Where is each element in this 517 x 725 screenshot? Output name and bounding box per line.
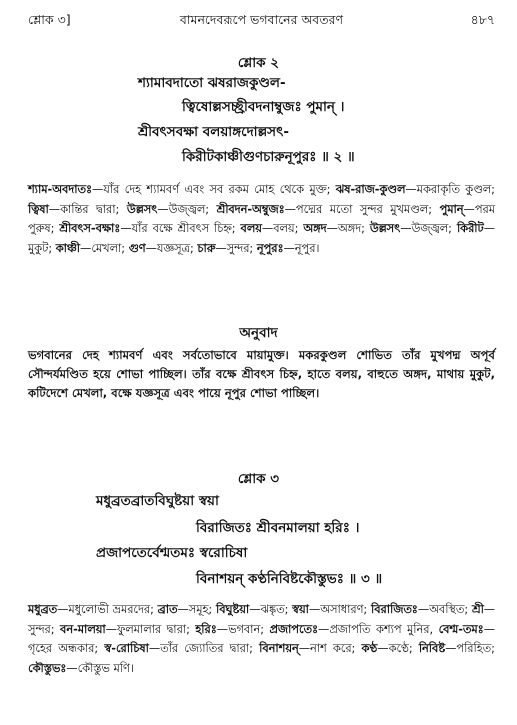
synonym-meaning: —মেখলা; xyxy=(80,241,129,255)
synonym-meaning: —যাঁর দেহ শ্যামবর্ণ এবং সব রকম মোহ থেকে মুক্ত; xyxy=(91,183,336,196)
synonym-meaning: —বলয়; xyxy=(261,222,304,235)
synonym-word: প্রজাপতেঃ xyxy=(269,622,319,636)
synonym-word: পুমান্ xyxy=(439,202,464,216)
synonym-meaning: —সুন্দর; xyxy=(28,603,495,636)
synonym-word: গুণ xyxy=(128,241,146,255)
verse1-line: ত্বিষোল্লসচ্ছ্রীবদনাম্বুজঃ পুমান্ । xyxy=(182,99,345,115)
synonym-word: বিরাজিতঃ xyxy=(370,603,418,616)
synonym-word: শ্রীবদন-অম্বুজঃ xyxy=(216,202,285,216)
synonym-word: উল্লসৎ xyxy=(369,222,401,235)
running-header xyxy=(28,12,495,34)
synonym-word: শ্রী xyxy=(471,603,484,616)
synonym-word: বন-মালয়া xyxy=(60,622,106,636)
synonym-meaning: —উজ্জ্বল; xyxy=(400,222,457,235)
synonym-meaning: —কৌস্তুভ মণি। xyxy=(66,661,134,675)
translation-title: অনুবাদ xyxy=(239,325,278,341)
synonym-meaning: —কণ্ঠে; xyxy=(377,642,419,655)
synonym-word: হরিঃ xyxy=(195,622,217,636)
synonym-word: মধুব্রত xyxy=(28,603,58,616)
synonym-word: স্বয়া xyxy=(292,603,309,616)
synonym-meaning: —মকরাকৃতি কুণ্ডল; xyxy=(405,183,495,196)
synonyms-verse1 xyxy=(28,180,495,258)
synonym-word: স্ব-রোচিষা xyxy=(104,642,149,655)
synonyms-verse2 xyxy=(28,600,495,678)
synonym-meaning: —যাঁর বক্ষে শ্রীবৎস চিহ্ন; xyxy=(120,222,241,235)
synonym-word: বিঘুষ্টয়া xyxy=(215,603,250,616)
verse1-line: শ্যামাবদাতো ঝষরাজকুণ্ডল- xyxy=(138,75,286,91)
synonym-meaning: —অসাধারণ; xyxy=(308,603,371,616)
translation-body: ভগবানের দেহ শ্যামবর্ণ এবং সর্বতোভাবে মায়ামুক্ত। মকরকুণ্ডল শোভিত তাঁর মুখপদ্ম অপূর্ব সৌন্দর্যমণ্ডিত হয়ে শোভা পাচ্ছিল। তাঁর বক্ষে শ্রীবৎস চিহ্ন, হাতে বলয়, বাহুতে অঙ্গদ, মাথায় মুকুট, কটিদেশে মেখলা, বক্ষে যজ্ঞসূত্র এবং পায়ে নূপুর শোভা পাচ্ছিল। xyxy=(28,348,495,400)
verse2-line: বিনাশয়ন্ কণ্ঠনিবিষ্টকৌস্তুভঃ ॥ ৩ ॥ xyxy=(196,571,383,587)
verse2-title: শ্লোক ৩ xyxy=(237,471,280,487)
translation-text xyxy=(28,346,495,403)
synonym-meaning: —কান্তির দ্বারা; xyxy=(48,202,127,216)
synonym-meaning: —অবস্থিত; xyxy=(417,603,472,616)
verse1-line: কিরীটকাঞ্চীগুণচারুনূপুরঃ ॥ ২ ॥ xyxy=(182,149,355,165)
synonym-meaning: —গৃহের অন্ধকার; xyxy=(28,622,495,655)
synonym-word: বিনাশয়ন্ xyxy=(259,642,299,655)
synonym-word: উল্লসৎ xyxy=(126,202,158,216)
synonym-meaning: —মুকুট; xyxy=(28,222,495,255)
synonym-meaning: —পদ্মের মতো সুন্দর মুখমণ্ডল; xyxy=(284,202,440,216)
verse1-line: শ্রীবৎসবক্ষা বলয়াঙ্গদোল্লসৎ- xyxy=(138,124,289,140)
verse2-line: প্রজাপতের্বেশ্মতমঃ স্বরোচিষা xyxy=(96,545,248,561)
synonym-word: নূপুরঃ xyxy=(256,241,284,255)
synonym-word: শ্রীবৎস-বক্ষাঃ xyxy=(59,222,121,235)
verse1-title: শ্লোক ২ xyxy=(237,55,280,71)
synonym-word: বেশ্ম-তমঃ xyxy=(438,622,484,636)
header-verse-ref: শ্লোক ৩] xyxy=(28,12,71,27)
synonym-word: কৌস্তুভঃ xyxy=(28,661,67,675)
synonym-word: ত্বিষা xyxy=(28,202,49,216)
header-chapter-title: বামনদেবরূপে ভগবানের অবতরণ xyxy=(179,12,344,27)
synonym-word: শ্যাম-অবদাতঃ xyxy=(28,183,92,196)
synonym-meaning: —তাঁর জ্যোতির দ্বারা; xyxy=(148,642,260,655)
synonym-meaning: —অঙ্গদ; xyxy=(326,222,370,235)
synonym-meaning: —উজ্জ্বল; xyxy=(157,202,217,216)
verse2-line: মধুব্রতব্রাতবিঘুষ্টয়া স্বয়া xyxy=(96,493,219,509)
synonym-word: কণ্ঠ xyxy=(361,642,378,655)
synonym-word: কাঞ্চী xyxy=(55,241,81,255)
synonym-meaning: —প্রজাপতি কশ্যপ মুনির, xyxy=(318,622,439,636)
header-page-number: ৪৮৭ xyxy=(470,12,495,27)
verse2-line: বিরাজিতঃ শ্রীবনমালয়া হরিঃ । xyxy=(196,520,360,536)
synonym-word: বলয় xyxy=(240,222,262,235)
synonym-meaning: —যজ্ঞসূত্র; xyxy=(145,241,198,255)
synonym-meaning: —ভগবান; xyxy=(216,622,270,636)
synonym-meaning: —সুন্দর; xyxy=(215,241,257,255)
synonym-meaning: —সমূহ; xyxy=(177,603,216,616)
synonym-meaning: —নূপুর। xyxy=(283,241,320,255)
synonym-word: অঙ্গদ xyxy=(303,222,327,235)
synonym-meaning: —মধুলোভী ভ্রমরদের; xyxy=(57,603,158,616)
synonym-meaning: —পরম পুরুষ; xyxy=(28,202,495,235)
synonym-meaning: —পরিহিত; xyxy=(445,642,495,655)
synonym-meaning: —নাশ করে; xyxy=(298,642,362,655)
synonym-word: ঝষ-রাজ-কুণ্ডল xyxy=(335,183,406,196)
synonym-word: চারু xyxy=(197,241,216,255)
synonym-word: নিবিষ্ট xyxy=(418,642,446,655)
synonym-word: কিরীট xyxy=(456,222,484,235)
synonym-meaning: —ঝঙ্কৃত; xyxy=(249,603,293,616)
synonym-meaning: —ফুলমালার দ্বারা; xyxy=(105,622,196,636)
synonym-word: ব্রাত xyxy=(157,603,178,616)
